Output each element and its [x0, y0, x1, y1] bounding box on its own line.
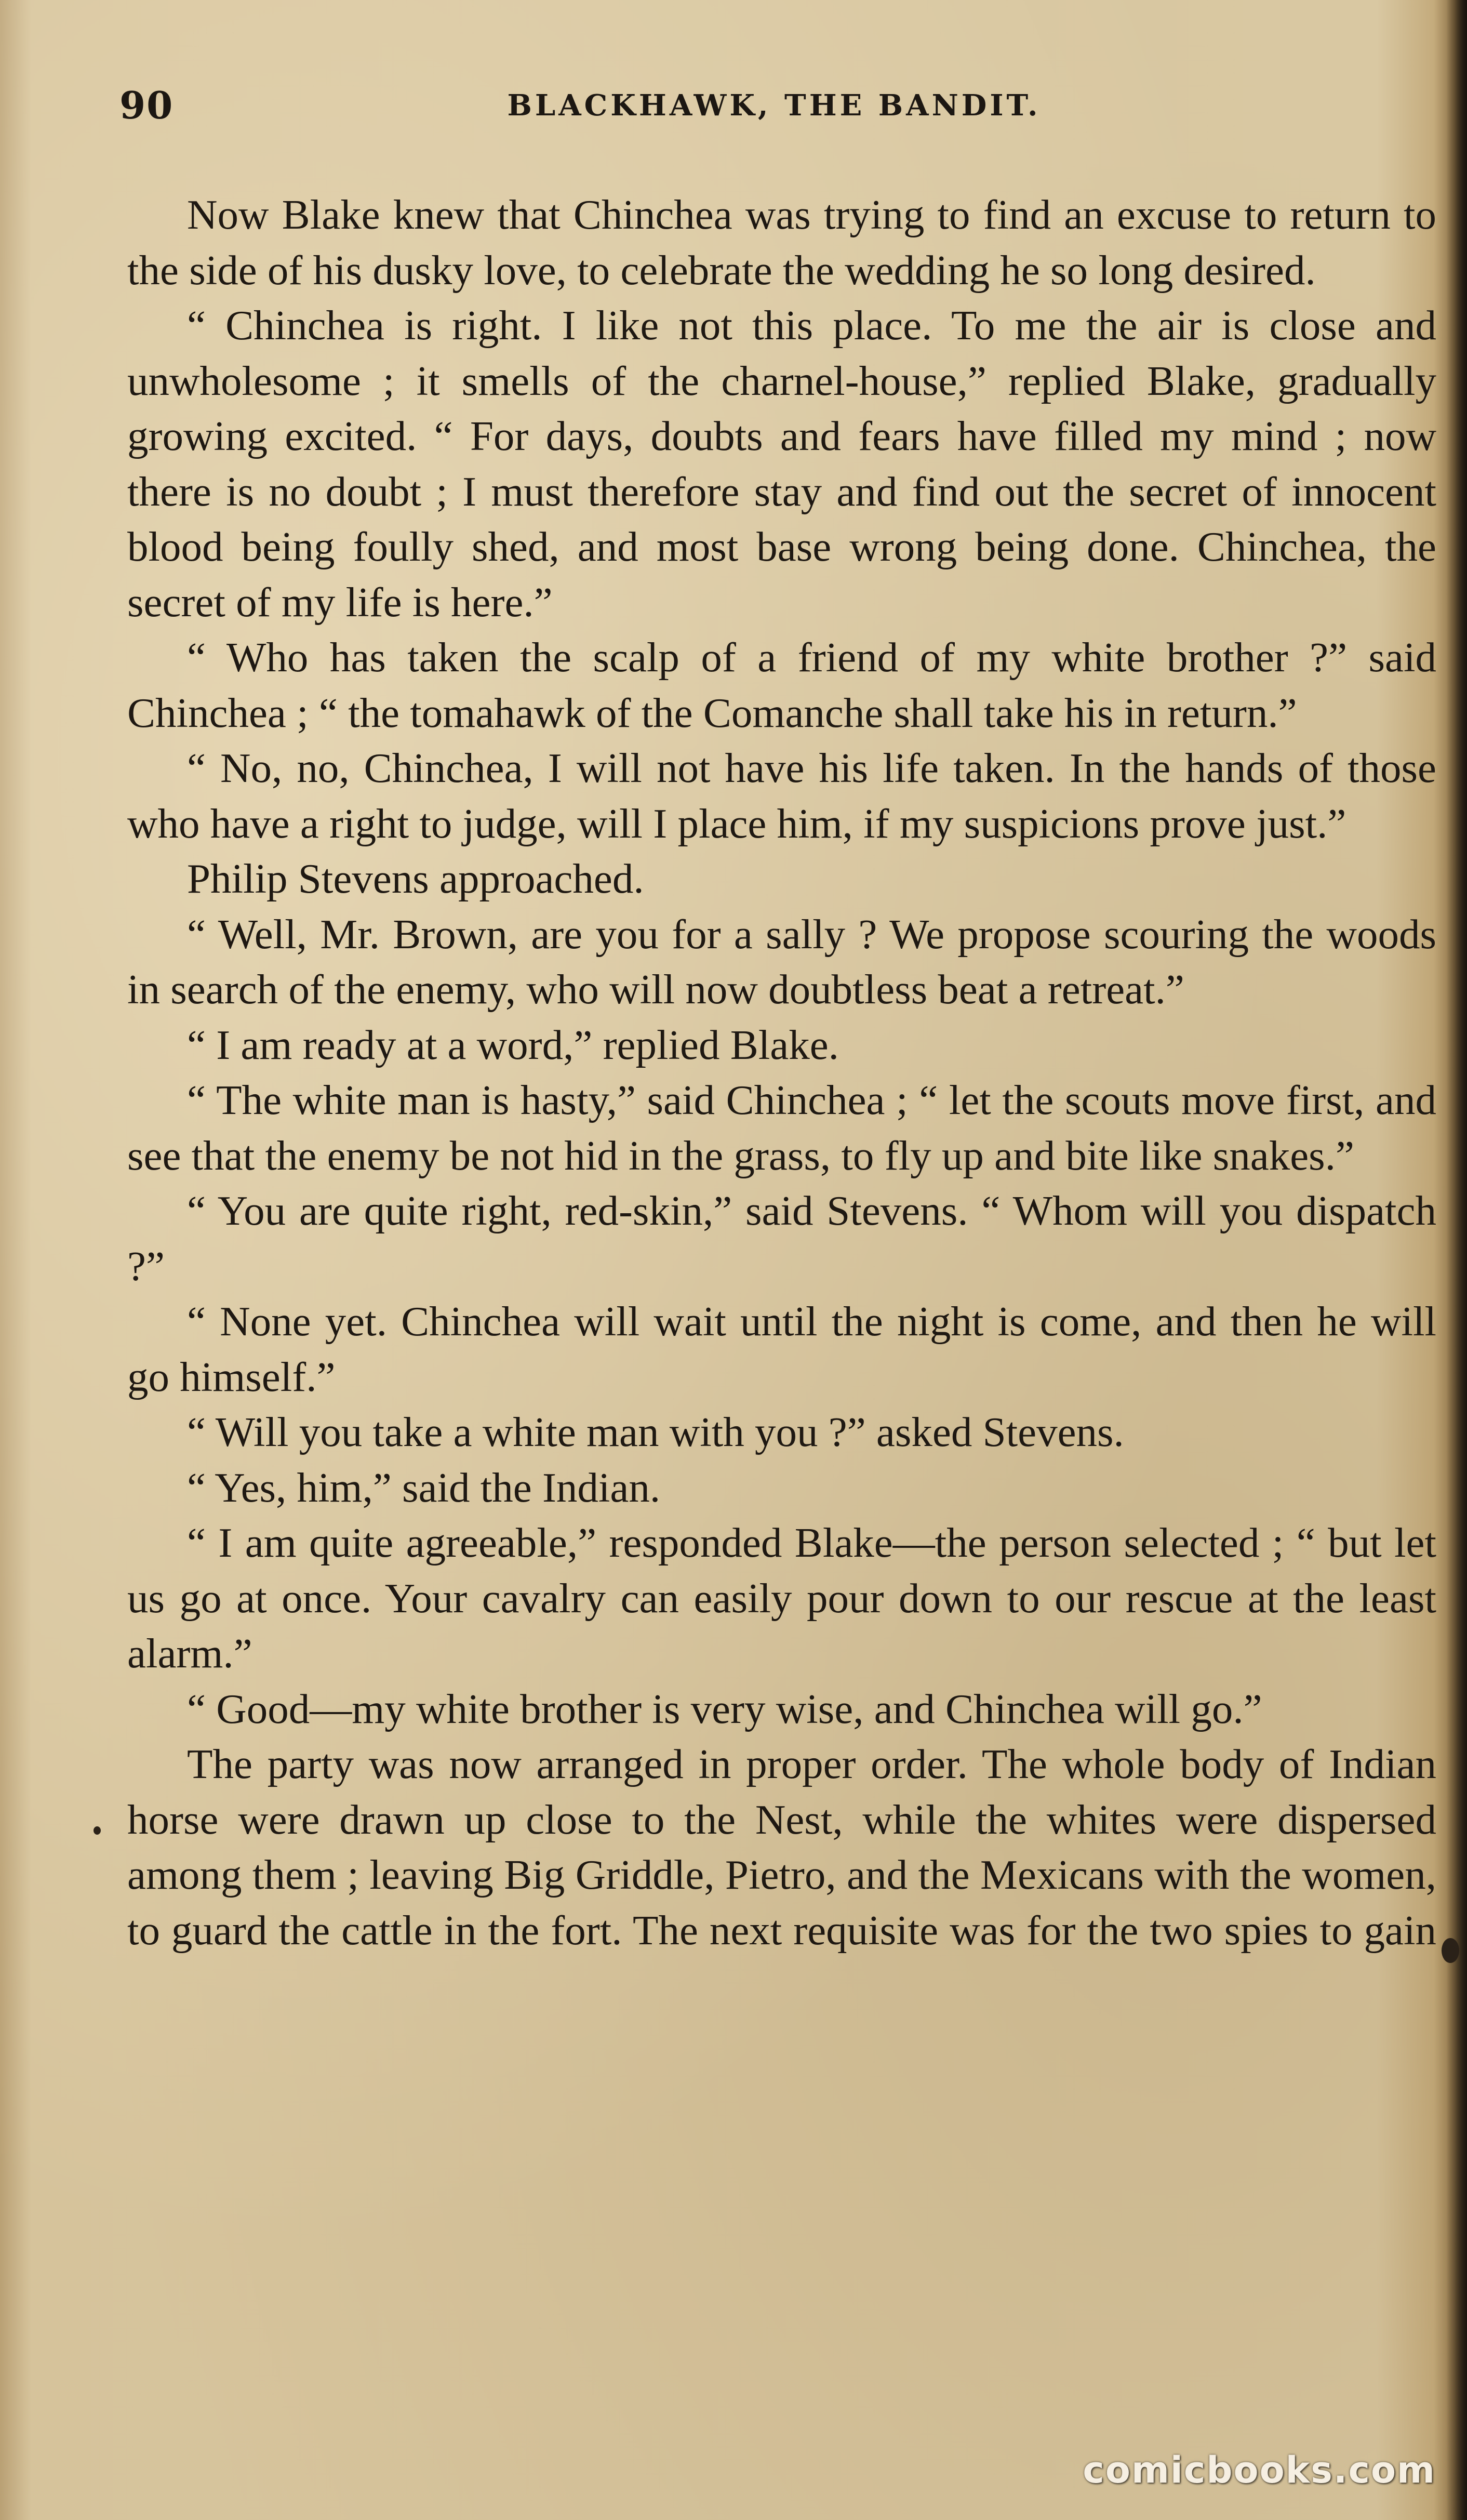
running-head	[119, 83, 1429, 130]
paragraph: “ I am quite agreeable,” responded Blake—the person selected ; “ but let us go at once. Your cavalry can easily pour down to our rescue at the least alarm.”	[127, 1519, 1436, 1677]
page-edge-shadow	[1446, 0, 1467, 2520]
paragraph: Now Blake knew that Chinchea was trying to find an excuse to return to the side of his dusky love, to celebrate the wedding he so long desired.	[127, 191, 1436, 294]
paragraph: “ Who has taken the scalp of a friend of my white brother ?” said Chinchea ; “ the tomahawk of the Comanche shall take his in return.”	[127, 634, 1436, 736]
page-number: 90	[119, 83, 174, 127]
paragraph: “ None yet. Chinchea will wait until the night is come, and then he will go himself.”	[127, 1298, 1436, 1400]
paragraph: The party was now arranged in proper order. The whole body of Indian horse were drawn up close to the Nest, while the whites were dispersed among them ; leaving Big Griddle, Pietro, and the Mexicans with the women, to guard the cattle in the fort. The next requisite was for the two spies to gain	[127, 1741, 1436, 1954]
paragraph: “ Will you take a white man with you ?” asked Stevens.	[187, 1409, 1124, 1455]
paragraph: “ No, no, Chinchea, I will not have his life taken. In the hands of those who have a right to judge, will I place him, if my suspicions prove just.”	[127, 745, 1436, 847]
running-title: BLACKHAWK, THE BANDIT.	[507, 88, 1041, 123]
ink-speck	[1442, 1938, 1459, 1963]
paragraph: “ Chinchea is right. I like not this place. To me the air is close and unwholesome ; it smells of the charnel-house,” replied Blake, gradually growing excited. “ For days, doubts and fears have filled my mind ; now there is no doubt ; I must therefore stay and find out the secret of innocent blood being foully shed, and most base wrong being done. Chinchea, the secret of my life is here.”	[127, 302, 1436, 626]
paragraph: Philip Stevens approached.	[187, 855, 644, 902]
paragraph: “ Well, Mr. Brown, are you for a sally ? We propose scouring the woods in search of the enemy, who will now doubtless beat a retreat.”	[127, 910, 1436, 1013]
watermark: comicbooks.com	[1083, 2449, 1436, 2491]
body-text	[127, 187, 1436, 1958]
paragraph: “ I am ready at a word,” replied Blake.	[187, 1021, 839, 1068]
paragraph: “ The white man is hasty,” said Chinchea ; “ let the scouts move first, and see that the enemy be not hid in the grass, to fly up and bite like snakes.”	[127, 1077, 1436, 1179]
paragraph: “ Good—my white brother is very wise, and Chinchea will go.”	[187, 1685, 1262, 1732]
paragraph: “ Yes, him,” said the Indian.	[187, 1464, 661, 1511]
ink-speck	[94, 1826, 101, 1835]
paragraph: “ You are quite right, red-skin,” said Stevens. “ Whom will you dispatch ?”	[127, 1187, 1436, 1290]
